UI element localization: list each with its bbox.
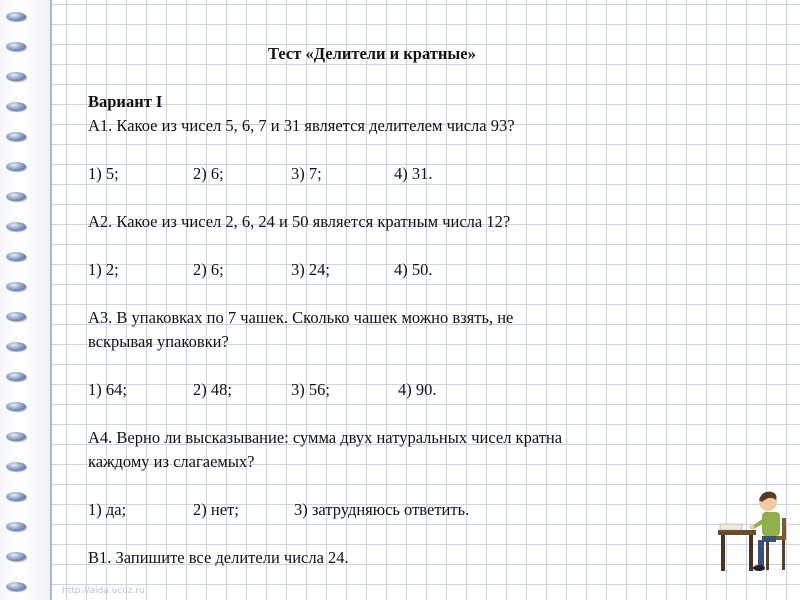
variant-heading: Вариант I <box>88 92 163 111</box>
ring-icon <box>6 552 26 561</box>
ring-icon <box>6 312 26 321</box>
a1-option-4: 4) 31. <box>394 164 433 183</box>
ring-icon <box>6 372 26 381</box>
a3-option-1: 1) 64; <box>88 380 127 399</box>
notebook-spine <box>0 0 52 600</box>
a1-option-2: 2) 6; <box>193 164 224 183</box>
ring-icon <box>6 492 26 501</box>
question-a3-line2: вскрывая упаковки? <box>88 332 229 351</box>
question-a1: А1. Какое из чисел 5, 6, 7 и 31 является делителем числа 93? <box>88 116 515 135</box>
ring-icon <box>6 462 26 471</box>
a3-option-3: 3) 56; <box>291 380 330 399</box>
ring-icon <box>6 402 26 411</box>
question-a4-line1: А4. Верно ли высказывание: сумма двух натуральных чисел кратна <box>88 428 563 447</box>
ring-icon <box>6 42 26 51</box>
a2-option-3: 3) 24; <box>291 260 330 279</box>
ring-icon <box>6 582 26 591</box>
question-b1: В1. Запишите все делители числа 24. <box>88 548 349 567</box>
ring-icon <box>6 252 26 261</box>
a4-option-1: 1) да; <box>88 500 127 519</box>
a2-option-2: 2) 6; <box>193 260 224 279</box>
watermark: http://aida.ucoz.ru <box>62 586 145 596</box>
a4-option-2: 2) нет; <box>193 500 239 519</box>
question-a4-line2: каждому из слагаемых? <box>88 452 255 471</box>
ring-icon <box>6 102 26 111</box>
test-sheet <box>88 0 778 600</box>
a1-option-1: 1) 5; <box>88 164 119 183</box>
question-a3-line1: А3. В упаковках по 7 чашек. Сколько чашек можно взять, не <box>88 308 514 327</box>
a3-option-2: 2) 48; <box>193 380 232 399</box>
ring-icon <box>6 132 26 141</box>
ring-icon <box>6 72 26 81</box>
ring-icon <box>6 282 26 291</box>
a2-option-1: 1) 2; <box>88 260 119 279</box>
ring-icon <box>6 342 26 351</box>
a2-option-4: 4) 50. <box>394 260 433 279</box>
page-title: Тест «Делители и кратные» <box>268 44 476 63</box>
student-at-desk-icon <box>718 482 788 574</box>
ring-icon <box>6 162 26 171</box>
a1-option-3: 3) 7; <box>291 164 322 183</box>
ring-icon <box>6 222 26 231</box>
ring-icon <box>6 522 26 531</box>
ring-icon <box>6 12 26 21</box>
question-a2: А2. Какое из чисел 2, 6, 24 и 50 является кратным числа 12? <box>88 212 511 231</box>
ring-icon <box>6 432 26 441</box>
a4-option-3: 3) затрудняюсь ответить. <box>294 500 470 519</box>
ring-icon <box>6 192 26 201</box>
a3-option-4: 4) 90. <box>398 380 437 399</box>
